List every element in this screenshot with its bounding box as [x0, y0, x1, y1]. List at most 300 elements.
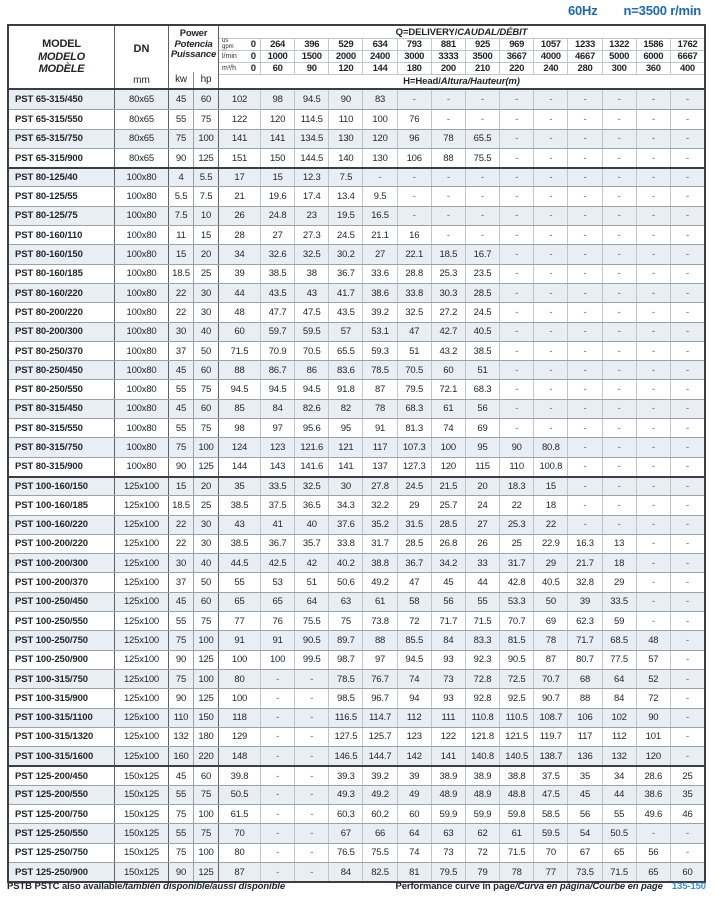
- head-value-cell: 28: [219, 226, 261, 244]
- kw-cell: 55: [169, 612, 194, 630]
- head-value-cell: 25.3: [432, 265, 466, 283]
- head-value-cell: 92.5: [500, 689, 534, 707]
- head-value-cell: [637, 516, 671, 534]
- no-data-dash: -: [651, 229, 655, 241]
- footer-left-plain: PSTB PSTC also available: [7, 881, 123, 892]
- head-value-cell: [568, 169, 602, 186]
- no-data-dash: -: [617, 133, 621, 145]
- no-data-dash: -: [685, 634, 689, 646]
- no-data-dash: -: [310, 770, 314, 782]
- head-value-cell: 28.5: [398, 535, 432, 553]
- head-value-cell: [637, 110, 671, 128]
- head-value-cell: 56: [637, 844, 671, 862]
- hp-cell: 25: [194, 496, 219, 514]
- head-value-cell: [295, 767, 329, 784]
- head-value-cell: 94.5: [261, 380, 295, 398]
- head-value-cell: 61.5: [219, 805, 261, 823]
- head-value-cell: 63: [432, 824, 466, 842]
- head-value-cell: 29: [603, 573, 637, 591]
- head-value-cell: 93: [432, 689, 466, 707]
- head-value-cell: [398, 90, 432, 109]
- head-value-cell: 59.9: [432, 805, 466, 823]
- no-data-dash: -: [651, 152, 655, 164]
- head-value-cell: 117: [568, 728, 602, 746]
- head-value-cell: 72: [398, 612, 432, 630]
- head-value-cell: [432, 90, 466, 109]
- head-title-plain: H=Head/: [403, 76, 441, 87]
- table-body: [9, 90, 704, 881]
- head-value-cell: 23: [295, 207, 329, 225]
- no-data-dash: -: [378, 172, 382, 184]
- flow-zero-value: 0: [250, 39, 256, 50]
- head-value-cell: [671, 400, 704, 418]
- head-value-cell: 41.7: [329, 284, 363, 302]
- no-data-dash: -: [685, 461, 689, 473]
- table-row: [9, 360, 704, 379]
- delivery-title-italic: CAUDAL/DÉBIT: [457, 26, 528, 38]
- kw-cell: 18.5: [169, 265, 194, 283]
- head-value-cell: 39.2: [363, 767, 397, 784]
- head-value-cell: 83.6: [329, 361, 363, 379]
- model-cell: PST 100-160/220: [9, 516, 115, 534]
- power-header-fr: Puissance: [170, 49, 217, 60]
- head-value-cell: 70: [534, 844, 568, 862]
- head-value-cell: 68: [568, 670, 602, 688]
- head-value-cell: [671, 265, 704, 283]
- model-cell: PST 100-160/185: [9, 496, 115, 514]
- head-value-cell: 40.5: [466, 323, 500, 341]
- table-row: [9, 437, 704, 456]
- no-data-dash: -: [617, 268, 621, 280]
- head-value-cell: 89.7: [329, 631, 363, 649]
- no-data-dash: -: [583, 133, 587, 145]
- head-value-cell: 38.8: [363, 554, 397, 572]
- head-value-cell: [534, 169, 568, 186]
- head-value-cell: [671, 689, 704, 707]
- head-value-cell: 72.1: [432, 380, 466, 398]
- table-row: [9, 572, 704, 591]
- kw-cell: 30: [169, 554, 194, 572]
- head-value-cell: 65: [637, 863, 671, 881]
- head-value-cell: [432, 187, 466, 205]
- head-value-cell: [534, 284, 568, 302]
- kw-cell: 45: [169, 90, 194, 109]
- head-value-cell: 118: [219, 709, 261, 727]
- head-value-cell: 51: [295, 573, 329, 591]
- head-value-cell: 94: [398, 689, 432, 707]
- kw-cell: 37: [169, 573, 194, 591]
- model-cell: PST 100-200/370: [9, 573, 115, 591]
- no-data-dash: -: [310, 750, 314, 762]
- head-value-cell: 36.7: [398, 554, 432, 572]
- head-value-cell: 108.7: [534, 709, 568, 727]
- head-value-cell: 65: [603, 844, 637, 862]
- head-value-cell: [466, 110, 500, 128]
- no-data-dash: -: [481, 210, 484, 222]
- kw-cell: 75: [169, 844, 194, 862]
- no-data-dash: -: [515, 403, 519, 415]
- head-value-cell: 49.3: [329, 786, 363, 804]
- no-data-dash: -: [446, 94, 450, 106]
- head-value-cell: 71.5: [603, 863, 637, 881]
- dn-cell: 125x100: [115, 670, 169, 688]
- hp-cell: 100: [194, 631, 219, 649]
- model-cell: PST 100-315/750: [9, 670, 115, 688]
- no-data-dash: -: [583, 345, 587, 357]
- head-value-cell: 42.5: [261, 554, 295, 572]
- head-value-cell: [603, 419, 637, 437]
- head-value-cell: [432, 226, 466, 244]
- no-data-dash: -: [685, 249, 689, 261]
- head-value-cell: [637, 554, 671, 572]
- head-value-cell: 99.5: [295, 651, 329, 669]
- head-value-cell: 80.7: [568, 651, 602, 669]
- no-data-dash: -: [446, 191, 450, 203]
- head-value-cell: 137: [363, 458, 397, 476]
- head-value-cell: 84: [603, 689, 637, 707]
- dn-column-header: [115, 26, 169, 88]
- head-value-cell: 127.3: [398, 458, 432, 476]
- no-data-dash: -: [651, 210, 655, 222]
- no-data-dash: -: [310, 866, 314, 878]
- table-row: [9, 727, 704, 746]
- head-value-cell: 84: [329, 863, 363, 881]
- kw-cell: 15: [169, 478, 194, 495]
- head-value-cell: 84: [432, 631, 466, 649]
- head-value-cell: [637, 438, 671, 456]
- head-value-cell: [637, 478, 671, 495]
- head-value-cell: 49.2: [363, 573, 397, 591]
- head-value-cell: 86.7: [261, 361, 295, 379]
- head-value-cell: [671, 342, 704, 360]
- head-value-cell: 63: [329, 593, 363, 611]
- head-value-cell: 90: [500, 438, 534, 456]
- head-value-cell: 37.6: [329, 516, 363, 534]
- head-value-cell: [637, 824, 671, 842]
- kw-cell: 45: [169, 400, 194, 418]
- head-value-cell: 101: [637, 728, 671, 746]
- hp-cell: 100: [194, 844, 219, 862]
- head-value-cell: 81.3: [398, 419, 432, 437]
- no-data-dash: -: [685, 519, 689, 531]
- hp-cell: 25: [194, 265, 219, 283]
- head-value-cell: 39: [398, 767, 432, 784]
- flow-header-value: 2400: [363, 51, 397, 62]
- head-value-cell: 54: [568, 824, 602, 842]
- kw-cell: 160: [169, 747, 194, 765]
- no-data-dash: -: [685, 191, 689, 203]
- head-value-cell: 35: [219, 478, 261, 495]
- head-value-cell: 90: [637, 709, 671, 727]
- model-cell: PST 80-125/40: [9, 169, 115, 186]
- no-data-dash: -: [583, 499, 587, 511]
- table-row: [9, 167, 704, 186]
- no-data-dash: -: [276, 866, 280, 878]
- dn-cell: 125x100: [115, 496, 169, 514]
- no-data-dash: -: [549, 133, 553, 145]
- dn-cell: 80x65: [115, 149, 169, 167]
- flow-header-value: 1233: [568, 39, 602, 50]
- head-value-cell: 36.7: [261, 535, 295, 553]
- head-value-cell: 141: [432, 747, 466, 765]
- head-value-cell: 71.5: [466, 612, 500, 630]
- no-data-dash: -: [685, 229, 689, 241]
- no-data-dash: -: [412, 172, 416, 184]
- kw-cell: 18.5: [169, 496, 194, 514]
- head-value-cell: [261, 786, 295, 804]
- kw-cell: 7.5: [169, 207, 194, 225]
- head-value-cell: [603, 265, 637, 283]
- dn-cell: 150x125: [115, 786, 169, 804]
- head-value-cell: 53: [261, 573, 295, 591]
- head-value-cell: 26.8: [432, 535, 466, 553]
- head-value-cell: 59.3: [363, 342, 397, 360]
- head-value-cell: 32.8: [568, 573, 602, 591]
- dn-cell: 100x80: [115, 361, 169, 379]
- hp-cell: 60: [194, 593, 219, 611]
- no-data-dash: -: [685, 210, 689, 222]
- head-value-cell: [603, 380, 637, 398]
- table-row: [9, 515, 704, 534]
- model-cell: PST 100-315/1600: [9, 747, 115, 765]
- head-value-cell: 83.3: [466, 631, 500, 649]
- head-value-cell: 64: [295, 593, 329, 611]
- table-row: [9, 765, 704, 784]
- dn-cell: 100x80: [115, 284, 169, 302]
- hp-cell: 75: [194, 824, 219, 842]
- head-value-cell: [534, 149, 568, 167]
- head-value-cell: 46: [682, 808, 693, 820]
- head-value-cell: 25: [500, 535, 534, 553]
- head-value-cell: 30.3: [432, 284, 466, 302]
- dn-cell: 150x125: [115, 863, 169, 881]
- head-value-cell: [671, 573, 704, 591]
- head-value-cell: 27: [466, 516, 500, 534]
- head-value-cell: 140: [329, 149, 363, 167]
- head-value-cell: 102: [219, 90, 261, 109]
- head-value-cell: 144.5: [295, 149, 329, 167]
- model-cell: PST 80-160/220: [9, 284, 115, 302]
- head-value-cell: 16: [398, 226, 432, 244]
- flow-header-value: 144: [363, 63, 397, 74]
- head-value-cell: [671, 187, 704, 205]
- head-value-cell: 57: [329, 323, 363, 341]
- head-value-cell: 122: [219, 110, 261, 128]
- head-value-cell: [671, 612, 704, 630]
- hp-cell: 40: [194, 554, 219, 572]
- no-data-dash: -: [583, 461, 587, 473]
- no-data-dash: -: [515, 326, 519, 338]
- head-value-cell: 96: [398, 130, 432, 148]
- flow-header-value: 1500: [295, 51, 329, 62]
- table-row: [9, 244, 704, 263]
- head-value-cell: 67: [568, 844, 602, 862]
- no-data-dash: -: [549, 152, 553, 164]
- head-value-cell: 95.6: [295, 419, 329, 437]
- head-value-cell: 50.5: [219, 786, 261, 804]
- head-value-cell: 35: [682, 789, 693, 801]
- head-value-cell: 39.8: [219, 767, 261, 784]
- head-value-cell: 141: [261, 130, 295, 148]
- hp-cell: 30: [194, 535, 219, 553]
- head-value-cell: [534, 303, 568, 321]
- head-value-cell: [568, 245, 602, 263]
- head-value-cell: 79: [466, 863, 500, 881]
- no-data-dash: -: [617, 403, 621, 415]
- head-value-cell: 58.5: [534, 805, 568, 823]
- head-value-cell: 60.2: [363, 805, 397, 823]
- head-value-cell: 41: [261, 516, 295, 534]
- head-value-cell: 144: [219, 458, 261, 476]
- head-value-cell: 17: [219, 169, 261, 186]
- hp-cell: 125: [194, 458, 219, 476]
- head-value-cell: 57: [637, 651, 671, 669]
- head-value-cell: 87: [363, 380, 397, 398]
- table-row: [9, 206, 704, 225]
- table-row: [9, 823, 704, 842]
- dn-label: DN: [133, 43, 150, 55]
- model-header-es: MODELO: [37, 50, 86, 63]
- no-data-dash: -: [617, 481, 621, 493]
- head-value-cell: 53.1: [363, 323, 397, 341]
- no-data-dash: -: [515, 210, 519, 222]
- head-value-cell: 140.8: [466, 747, 500, 765]
- head-value-cell: [637, 284, 671, 302]
- head-value-cell: [603, 516, 637, 534]
- head-value-cell: 47.7: [261, 303, 295, 321]
- kw-cell: 22: [169, 535, 194, 553]
- no-data-dash: -: [549, 403, 553, 415]
- model-cell: PST 80-250/450: [9, 361, 115, 379]
- head-value-cell: [534, 90, 568, 109]
- table-row: [9, 418, 704, 437]
- kw-cell: 75: [169, 805, 194, 823]
- model-cell: PST 80-160/150: [9, 245, 115, 263]
- head-value-cell: 24.5: [466, 303, 500, 321]
- head-value-cell: 21.1: [363, 226, 397, 244]
- head-value-cell: 141.6: [295, 458, 329, 476]
- no-data-dash: -: [617, 306, 621, 318]
- head-value-cell: 30: [329, 478, 363, 495]
- no-data-dash: -: [310, 673, 314, 685]
- hp-cell: 30: [194, 303, 219, 321]
- flow-header-value: 1000: [261, 51, 295, 62]
- flow-header-value: 6667: [677, 51, 698, 62]
- kw-cell: 45: [169, 767, 194, 784]
- head-value-cell: 88: [219, 361, 261, 379]
- dn-cell: 100x80: [115, 169, 169, 186]
- no-data-dash: -: [515, 229, 519, 241]
- head-value-cell: [261, 863, 295, 881]
- head-value-cell: 55: [466, 593, 500, 611]
- head-value-cell: 74: [432, 419, 466, 437]
- head-value-cell: [568, 419, 602, 437]
- head-value-cell: 31.5: [398, 516, 432, 534]
- no-data-dash: -: [583, 403, 587, 415]
- head-value-cell: 144.7: [363, 747, 397, 765]
- head-value-cell: 80: [219, 844, 261, 862]
- head-value-cell: [466, 207, 500, 225]
- head-value-cell: [568, 187, 602, 205]
- flow-header-value: 1057: [534, 39, 568, 50]
- model-cell: PST 100-315/1320: [9, 728, 115, 746]
- head-value-cell: 15: [534, 478, 568, 495]
- head-value-cell: 31.7: [500, 554, 534, 572]
- head-value-cell: 79.5: [398, 380, 432, 398]
- no-data-dash: -: [651, 172, 655, 184]
- head-value-cell: 21.7: [568, 554, 602, 572]
- flow-header-value: 210: [466, 63, 500, 74]
- head-value-cell: 18.5: [432, 245, 466, 263]
- head-value-cell: 44.5: [219, 554, 261, 572]
- no-data-dash: -: [276, 731, 280, 743]
- head-value-cell: [568, 516, 602, 534]
- head-value-cell: 75.5: [466, 149, 500, 167]
- head-value-cell: 86: [295, 361, 329, 379]
- head-value-cell: 78.5: [329, 670, 363, 688]
- footer-availability-note: [7, 881, 285, 892]
- no-data-dash: -: [583, 519, 587, 531]
- head-value-cell: 59.5: [295, 323, 329, 341]
- head-value-cell: 91: [363, 419, 397, 437]
- model-cell: PST 100-200/220: [9, 535, 115, 553]
- dn-cell: 125x100: [115, 478, 169, 495]
- head-value-cell: 84: [261, 400, 295, 418]
- head-value-cell: 70.7: [500, 612, 534, 630]
- table-row: [9, 746, 704, 765]
- flow-header-value: 634: [363, 39, 397, 50]
- model-cell: PST 100-250/450: [9, 593, 115, 611]
- head-value-cell: 70.9: [261, 342, 295, 360]
- head-value-cell: 38.9: [432, 767, 466, 784]
- kw-cell: 75: [169, 631, 194, 649]
- head-value-cell: 132: [603, 747, 637, 765]
- head-value-cell: 13.4: [329, 187, 363, 205]
- head-value-cell: 75.5: [363, 844, 397, 862]
- head-value-cell: 24.5: [398, 478, 432, 495]
- head-value-cell: 72: [466, 844, 500, 862]
- head-value-cell: [261, 728, 295, 746]
- head-value-cell: 40: [295, 516, 329, 534]
- head-value-cell: 38.5: [261, 265, 295, 283]
- head-value-cell: [534, 110, 568, 128]
- head-value-cell: [637, 226, 671, 244]
- head-value-cell: 90: [329, 90, 363, 109]
- hp-cell: 125: [194, 149, 219, 167]
- power-column-header: [169, 26, 219, 88]
- head-value-cell: 81.5: [500, 631, 534, 649]
- no-data-dash: -: [549, 422, 553, 434]
- head-value-cell: [261, 844, 295, 862]
- no-data-dash: -: [651, 287, 655, 299]
- head-value-cell: [637, 496, 671, 514]
- head-value-cell: 123: [261, 438, 295, 456]
- head-value-cell: 127.5: [329, 728, 363, 746]
- model-cell: PST 125-200/450: [9, 767, 115, 784]
- no-data-dash: -: [515, 268, 519, 280]
- table-row: [9, 129, 704, 148]
- head-value-cell: 52: [637, 670, 671, 688]
- flow-header-value: 220: [500, 63, 534, 74]
- no-data-dash: -: [685, 615, 689, 627]
- no-data-dash: -: [549, 172, 553, 184]
- no-data-dash: -: [685, 538, 689, 550]
- model-cell: PST 100-250/900: [9, 651, 115, 669]
- no-data-dash: -: [583, 249, 587, 261]
- no-data-dash: -: [617, 229, 621, 241]
- head-value-cell: [603, 245, 637, 263]
- dn-cell: 125x100: [115, 747, 169, 765]
